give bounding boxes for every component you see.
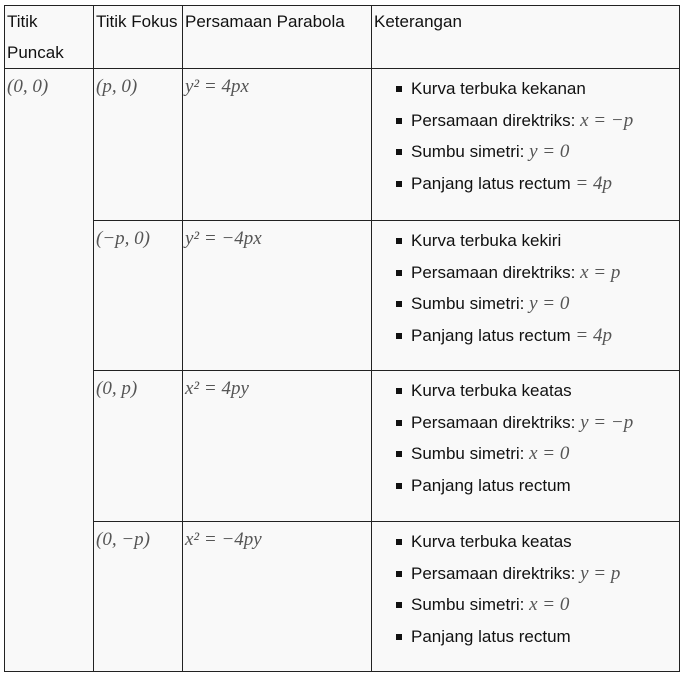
notes-list: [374, 375, 677, 501]
focus-value: (p, 0): [96, 76, 138, 97]
note-item: Kurva terbuka keatas: [396, 375, 677, 407]
note-item: Sumbu simetri: y = 0: [396, 288, 677, 320]
notes-cell: [372, 371, 680, 522]
header-focus: Titik Fokus: [94, 6, 183, 69]
note-item: Panjang latus rectum: [396, 621, 677, 653]
note-item: Sumbu simetri: x = 0: [396, 438, 677, 470]
focus-cell: [94, 371, 183, 522]
note-item: Kurva terbuka kekanan: [396, 73, 677, 105]
table-row: [5, 69, 680, 221]
notes-cell: [372, 69, 680, 221]
vertex-cell: [5, 69, 94, 672]
note-item: Persamaan direktriks: y = −p: [396, 407, 677, 439]
note-item: Panjang latus rectum: [396, 470, 677, 502]
equation-cell: [183, 371, 372, 522]
note-item: Persamaan direktriks: x = p: [396, 257, 677, 289]
equation-value: x² = 4py: [185, 378, 249, 399]
notes-list: [374, 526, 677, 652]
parabola-table: [4, 5, 680, 672]
note-item: Sumbu simetri: x = 0: [396, 589, 677, 621]
notes-list: [374, 225, 677, 351]
table-row: [5, 371, 680, 522]
equation-value: x² = −4py: [185, 529, 262, 550]
notes-list: [374, 73, 677, 199]
focus-value: (0, p): [96, 378, 138, 399]
equation-cell: [183, 221, 372, 371]
note-item: Persamaan direktriks: x = −p: [396, 105, 677, 137]
vertex-value: (0, 0): [7, 76, 49, 97]
focus-value: (−p, 0): [96, 228, 150, 249]
note-item: Panjang latus rectum = 4p: [396, 168, 677, 200]
header-vertex: Titik Puncak: [5, 6, 94, 69]
focus-value: (0, −p): [96, 529, 150, 550]
note-item: Kurva terbuka keatas: [396, 526, 677, 558]
note-item: Sumbu simetri: y = 0: [396, 136, 677, 168]
header-row: [5, 6, 680, 69]
focus-cell: [94, 221, 183, 371]
equation-value: y² = 4px: [185, 76, 249, 97]
note-item: Panjang latus rectum = 4p: [396, 320, 677, 352]
header-equation: Persamaan Parabola: [183, 6, 372, 69]
equation-value: y² = −4px: [185, 228, 262, 249]
notes-cell: [372, 522, 680, 672]
notes-cell: [372, 221, 680, 371]
focus-cell: [94, 522, 183, 672]
equation-cell: [183, 522, 372, 672]
table-row: [5, 221, 680, 371]
header-notes: Keterangan: [372, 6, 680, 69]
focus-cell: [94, 69, 183, 221]
note-item: Persamaan direktriks: y = p: [396, 558, 677, 590]
note-item: Kurva terbuka kekiri: [396, 225, 677, 257]
table-row: [5, 522, 680, 672]
equation-cell: [183, 69, 372, 221]
